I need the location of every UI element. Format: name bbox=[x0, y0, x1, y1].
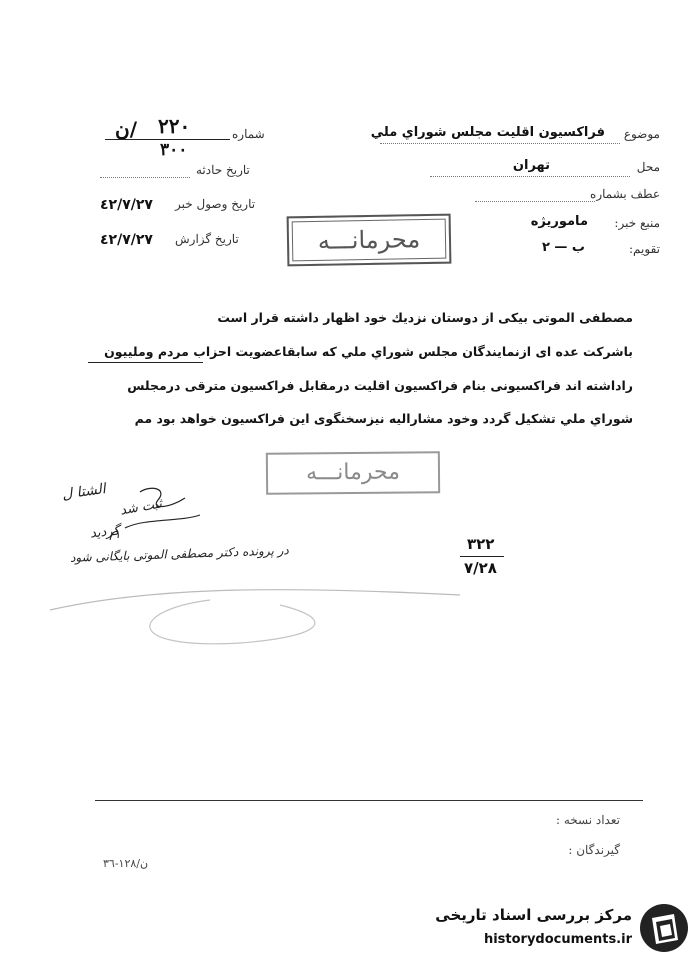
confidential-stamp-middle-text: محرمانـــه bbox=[305, 459, 401, 486]
watermark bbox=[408, 898, 694, 960]
place-label: محل bbox=[636, 160, 660, 174]
handwriting-note-2: ثبت شد bbox=[119, 496, 164, 519]
source-label: منبع خبر: bbox=[614, 216, 660, 230]
faint-curve-lines bbox=[40, 565, 500, 675]
confidential-stamp-top-text: محرمانـــه bbox=[317, 225, 421, 255]
annotation-fraction: ٧/٢٨ bbox=[464, 559, 497, 577]
calendar-value: ب — ٢ bbox=[541, 240, 585, 255]
body-line-2: باشركت عده اى ازنمايندگان مجلس شوراي ملي كه سابقاعضويت احزاب مردم وملييون bbox=[104, 344, 633, 359]
body-line-3: راداشته اند فراكسيونى بنام فراكسيون اقليت درمقابل فراكسيون مترقى درمجلس bbox=[127, 378, 633, 393]
reference-dotted-line bbox=[475, 201, 595, 202]
recipients-label: گيرندگان : bbox=[568, 843, 620, 857]
body-line-1: مصطفى الموتى بيكى از دوستان نزديك خود اظهار داشته قرار است bbox=[217, 310, 633, 325]
event-date-label: تاريخ حادثه bbox=[196, 163, 250, 177]
place-dotted-line bbox=[430, 176, 630, 177]
handwriting-note-1: الشتا ل bbox=[61, 481, 107, 503]
source-value: ماموريژه bbox=[530, 214, 588, 229]
confidential-stamp-top bbox=[287, 214, 452, 267]
report-date-value: ٤٢/٧/٢٧ bbox=[100, 232, 153, 248]
footer-divider bbox=[95, 800, 643, 801]
number-label: شماره bbox=[232, 127, 265, 141]
body-underline bbox=[88, 362, 203, 363]
copies-label: تعداد نسخه : bbox=[555, 813, 620, 827]
annotation-fraction-bar bbox=[460, 556, 504, 557]
subject-value: فراكسيون اقليت مجلس شوراي ملي bbox=[370, 125, 605, 140]
number-sub: ٣٠٠ bbox=[160, 140, 188, 160]
receipt-date-label: تاريخ وصول خبر bbox=[175, 197, 256, 211]
watermark-name: مركز بررسى اسناد تاريخى bbox=[435, 906, 632, 924]
handwriting-note-3: گرديد bbox=[89, 523, 121, 542]
archive-code: ن/١٢٨-٣٦ bbox=[103, 857, 149, 870]
reference-label: عطف بشماره bbox=[590, 187, 660, 201]
number-value: ٢٢٠ bbox=[158, 114, 191, 138]
calendar-label: تقويم: bbox=[629, 242, 660, 256]
body-line-4: شوراي ملي تشكيل گردد وخود مشاراليه نيزسخنگوى اين فراكسيون خواهد بود مم bbox=[134, 411, 633, 426]
watermark-url: historydocuments.ir bbox=[483, 932, 632, 947]
subject-label: موضوع bbox=[623, 127, 660, 141]
annotation-number: ٣٢٢ bbox=[467, 535, 495, 553]
number-suffix: ن/ bbox=[115, 117, 137, 141]
receipt-date-value: ٤٢/٧/٢٧ bbox=[100, 197, 153, 213]
report-date-label: تاريخ گزارش bbox=[175, 232, 239, 246]
subject-dotted-line bbox=[380, 143, 620, 144]
confidential-stamp-middle bbox=[266, 451, 440, 495]
place-value: تهران bbox=[512, 158, 550, 173]
archive-logo-icon bbox=[638, 902, 690, 954]
event-date-dotted-line bbox=[100, 177, 190, 178]
handwriting-note-4: در پرونده دكتر مصطفى الموتى بايگانى شود bbox=[69, 543, 289, 565]
